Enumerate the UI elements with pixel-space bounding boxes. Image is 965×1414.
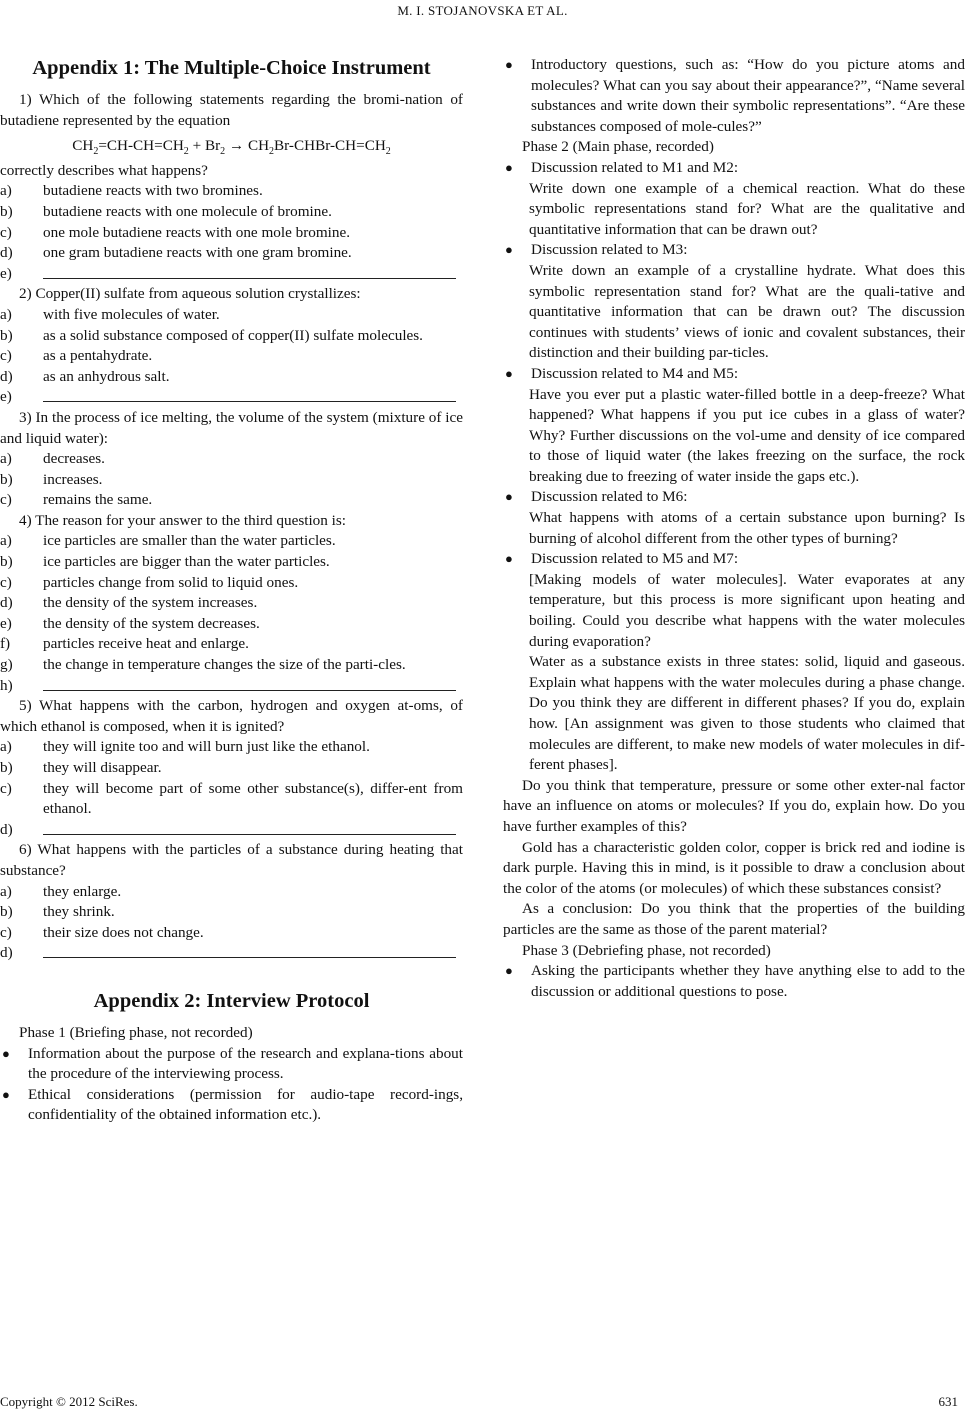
q4-stem: 4) The reason for your answer to the third question is: (19, 511, 347, 529)
q3-option-a: a) decreases. (0, 450, 105, 468)
phase1-bullet-purpose: ● Information about the purpose of the research and explana-tions about the procedure of the interviewing process. (0, 1044, 463, 1085)
q1-option-a: a) butadiene reacts with two bromines. (0, 182, 263, 200)
phase1-heading: Phase 1 (Briefing phase, not recorded) (19, 1023, 253, 1041)
q6-option-blank: d) (0, 943, 463, 964)
answer-blank-line (43, 676, 456, 691)
footer-page-number: 631 (938, 1394, 958, 1409)
appendix2-title: Appendix 2: Interview Protocol (93, 989, 370, 1012)
footer-copyright: Copyright © 2012 SciRes. (0, 1394, 138, 1409)
q4-option-g: g) the change in temperature changes the size of the parti-cles. (0, 656, 406, 674)
answer-blank-line (43, 387, 456, 402)
bullet-icon: ● (505, 963, 513, 979)
q1-stem-cont: correctly describes what happens? (0, 161, 208, 179)
phase2-bullet-m3: ● Discussion related to M3: (503, 240, 965, 261)
para-gold-color: Gold has a characteristic golden color, copper is brick red and iodine is dark purple. Having this in mind, is it possible to draw a conclusion about the color of the atoms (or molecules) of which these substances consist? (503, 838, 965, 897)
q2-option-d: d) as an anhydrous salt. (0, 367, 170, 385)
q6-stem: 6) What happens with the particles of a substance during heating that substance? (0, 841, 463, 879)
appendix1-title: Appendix 1: The Multiple-Choice Instrument (32, 57, 431, 79)
phase2-text-m6: What happens with atoms of a certain substance upon burning? Is burning of alcohol different from the other types of burning? (529, 509, 965, 547)
q6-option-b: b) they shrink. (0, 903, 115, 921)
answer-blank-line (43, 820, 456, 835)
q6-option-a: a) they enlarge. (0, 882, 122, 900)
q2-option-c: c) as a pentahydrate. (0, 347, 153, 365)
q4-option-f: f) particles receive heat and enlarge. (0, 635, 249, 653)
q1-option-c: c) one mole butadiene reacts with one mole bromine. (0, 223, 351, 241)
phase2-bullet-m1-m2: ● Discussion related to M1 and M2: (503, 158, 965, 179)
phase3-heading: Phase 3 (Debriefing phase, not recorded) (522, 941, 771, 959)
q2-option-blank: e) (0, 387, 463, 408)
q2-option-b: b) as a solid substance composed of copper(II) sulfate molecules. (0, 326, 423, 344)
bullet-icon: ● (505, 242, 513, 258)
phase2-bullet-m5-m7: ● Discussion related to M5 and M7: (503, 549, 965, 570)
q2-stem: 2) Copper(II) sulfate from aqueous solution crystallizes: (19, 285, 361, 303)
para-external-factors: Do you think that temperature, pressure or some other exter-nal factor have an influence on atoms or molecules? If you do, explain how. Do you have further examples of this? (503, 776, 965, 835)
q3-option-b: b) increases. (0, 470, 103, 488)
phase2-text-m1-m2: Write down one example of a chemical reaction. What do these symbolic representations stand for? What are the qualitative and quantitative information that can be drawn out? (529, 179, 965, 238)
q5-option-b: b) they will disappear. (0, 759, 162, 776)
left-column (0, 55, 463, 1126)
q1-option-b: b) butadiene reacts with one molecule of bromine. (0, 202, 332, 220)
q1-equation: $CH_2=CH-CH=CH_2 + Br_2$ → $CH_2Br-CHBr-CH=CH_2$ (72, 137, 391, 158)
q4-option-a: a) ice particles are smaller than the water particles. (0, 532, 336, 550)
phase2-text-m5-m7-models: [Making models of water molecules]. Water evaporates at any temperature, but this process is more significant upon heating and boiling. Could you describe what happens with the water molecules during evaporation? (529, 570, 965, 650)
q1-stem: 1) Which of the following statements regarding the bromi-nation of butadiene represented by the equation (0, 91, 463, 129)
q1-option-blank: e) (0, 264, 463, 285)
phase2-bullet-m6: ● Discussion related to M6: (503, 487, 965, 508)
bullet-icon: ● (505, 57, 513, 72)
bullet-icon: ● (505, 551, 513, 567)
phase3-bullet: ● Asking the participants whether they have anything else to add to the discussion or additional questions to pose. (503, 961, 965, 1002)
q5-option-a: a) they will ignite too and will burn just like the ethanol. (0, 738, 370, 756)
q4-option-c: c) particles change from solid to liquid ones. (0, 573, 299, 591)
para-conclusion: As a conclusion: Do you think that the properties of the building particles are the same as those of the parent material? (503, 900, 965, 938)
bullet-icon: ● (505, 365, 513, 381)
answer-blank-line (43, 943, 456, 958)
phase2-heading: Phase 2 (Main phase, recorded) (522, 138, 714, 156)
q5-option-blank: d) (0, 820, 463, 841)
phase2-bullet-m4-m5: ● Discussion related to M4 and M5: (503, 364, 965, 385)
q5-option-c: c) they will become part of some other substance(s), differ-ent from ethanol. (0, 779, 463, 818)
q4-option-d: d) the density of the system increases. (0, 594, 258, 612)
phase1-bullet-ethics: ● Ethical considerations (permission for audio-tape record-ings, confidentiality of the obtained information etc.). (0, 1085, 463, 1126)
bullet-icon: ● (2, 1086, 10, 1102)
q4-option-b: b) ice particles are bigger than the water particles. (0, 553, 330, 571)
phase1-bullet-introductory: ● Introductory questions, such as: “How do you picture atoms and molecules? What can you say about their appearance?”, “Name several substances and write down their symbolic representations”. “Are these substances composed of mole-cules?” (503, 55, 965, 137)
q2-option-a: a) with five molecules of water. (0, 305, 220, 323)
q1-option-d: d) one gram butadiene reacts with one gram bromine. (0, 244, 352, 262)
bullet-icon: ● (505, 489, 513, 505)
phase2-text-m4-m5: Have you ever put a plastic water-filled bottle in a deep-freeze? What happened? What happens if you put ice cubes in a glass of water? Why? Further discussions on the vol-ume and density of ice compared to those of liquid water (the lakes freezing on the surface, the rock breaking due to freezing of water inside the gaps etc.). (529, 385, 965, 485)
phase2-text-m5-m7-states: Water as a substance exists in three states: solid, liquid and gaseous. Explain what happens with the water molecules during a phase change. Do you think they are different in different phases? If you do, explain how. [An assignment was given to those students who claimed that molecules are different, to make new models of water molecules in dif-ferent phases]. (529, 653, 965, 774)
answer-blank-line (43, 264, 456, 279)
q4-option-e: e) the density of the system decreases. (0, 614, 260, 632)
q3-stem: 3) In the process of ice melting, the volume of the system (mixture of ice and liquid water): (0, 408, 463, 447)
q5-stem: 5) What happens with the carbon, hydrogen and oxygen at-oms, of which ethanol is composed, when it is ignited? (0, 697, 463, 735)
phase2-text-m3: Write down an example of a crystalline hydrate. What does this symbolic representation stand for? What are the quali-tative and quantitative information that can be drawn out? The discussion continues with students’ views of ionic and covalent substances, their distinction and their building par-ticles. (529, 261, 965, 362)
bullet-icon: ● (505, 159, 513, 175)
right-column (503, 55, 965, 1002)
q3-option-c: c) remains the same. (0, 491, 153, 509)
q4-option-blank: h) (0, 676, 463, 697)
q6-option-c: c) their size does not change. (0, 923, 204, 941)
running-head: M. I. STOJANOVSKA ET AL. (397, 3, 568, 18)
bullet-icon: ● (2, 1045, 10, 1061)
